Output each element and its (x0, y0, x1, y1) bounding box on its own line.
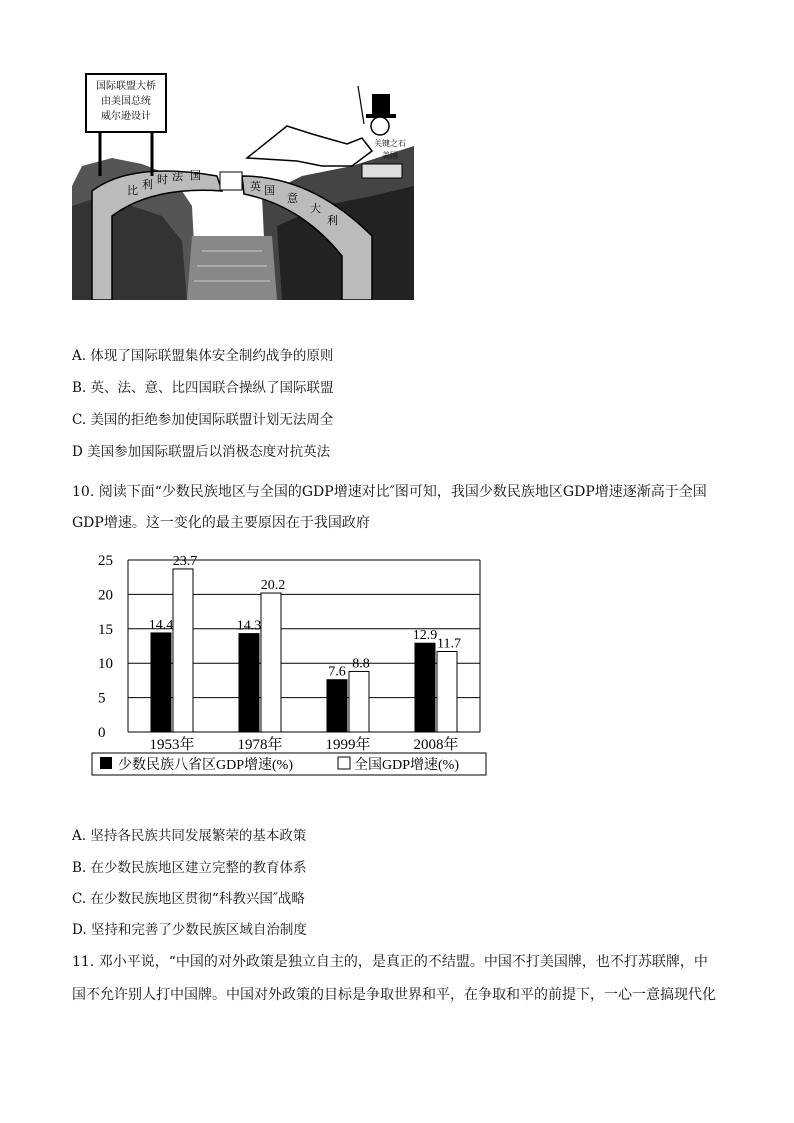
bar-national-3 (437, 652, 457, 732)
bridge-text-l4: 法 (172, 170, 183, 183)
data-label-minority-3: 12.9 (412, 628, 438, 644)
x-tick-label-0: 1953年 (149, 737, 195, 753)
chart-svg (84, 548, 494, 780)
bar-minority-0 (151, 633, 171, 732)
legend-swatch-minority (100, 757, 112, 769)
q9-option-a: A. 体现了国际联盟集体安全制约战争的原则 (72, 348, 334, 364)
legend-label-minority: 少数民族八省区GDP增速(%) (118, 758, 293, 773)
data-label-national-1: 20.2 (260, 578, 286, 594)
bridge-text-r3: 意 (287, 192, 298, 205)
bridge-text-r2: 国 (264, 184, 275, 197)
y-tick-label-5: 5 (98, 690, 106, 707)
q9-option-d: D 美国参加国际联盟后以消极态度对抗英法 (72, 444, 331, 460)
legend-label-national: 全国GDP增速(%) (354, 758, 459, 773)
bridge-text-r5: 利 (327, 214, 338, 227)
q11-stem-line2: 国不允许别人打中国牌。中国对外政策的目标是争取世界和平，在争取和平的前提下，一心一意搞现代化 (72, 987, 716, 1003)
bridge-text-l1: 比 (127, 184, 138, 197)
cartoon-image (72, 66, 414, 300)
q10-stem-line1: 10. 阅读下面“少数民族地区与全国的GDP增速对比″图可知，我国少数民族地区GDP增速逐渐高于全国 (72, 484, 707, 500)
data-label-national-0: 23.7 (172, 553, 198, 569)
data-label-minority-1: 14.3 (236, 618, 262, 634)
bridge-text-r1: 英 (250, 180, 261, 193)
sign-text-3: 威尔逊设计 (101, 111, 151, 122)
x-tick-label-2: 1999年 (325, 737, 371, 753)
bar-national-2 (349, 671, 369, 732)
q10-stem-line2: GDP增速。这一变化的最主要原因在于我国政府 (72, 515, 370, 531)
sign-text-2: 由美国总统 (101, 96, 151, 107)
y-tick-label-15: 15 (98, 621, 113, 638)
legend-swatch-national (338, 757, 350, 769)
data-label-national-3: 11.7 (437, 636, 461, 652)
bar-minority-3 (415, 643, 435, 732)
data-label-minority-0: 14.4 (148, 617, 174, 633)
bridge-text-l2: 利 (142, 178, 153, 191)
y-tick-label-10: 10 (98, 656, 113, 673)
q11-stem-line1: 11. 邓小平说，“中国的对外政策是独立自主的，是真正的不结盟。中国不打美国牌，也不打苏联牌，中 (72, 954, 708, 970)
sign-text-1: 国际联盟大桥 (96, 81, 156, 92)
bar-minority-2 (327, 680, 347, 732)
bridge-text-l3: 时 (157, 173, 168, 186)
bar-minority-1 (239, 634, 259, 732)
q10-option-a: A. 坚持各民族共同发展繁荣的基本政策 (72, 828, 307, 844)
q10-option-d: D. 坚持和完善了少数民族区域自治制度 (72, 922, 307, 938)
x-tick-label-1: 1978年 (237, 737, 283, 753)
y-tick-label-20: 20 (98, 587, 113, 604)
bridge-text-l5: 国 (190, 169, 201, 182)
bar-national-0 (173, 569, 193, 732)
y-tick-label-0: 0 (98, 725, 106, 741)
bridge-text-r4: 大 (310, 202, 321, 215)
data-label-minority-2: 7.6 (328, 664, 346, 680)
y-tick-label-25: 25 (98, 553, 113, 569)
x-tick-label-3: 2008年 (413, 737, 459, 753)
q10-option-c: C. 在少数民族地区贯彻“科教兴国″战略 (72, 891, 305, 907)
cartoon-drawing (72, 66, 414, 300)
gdp-growth-chart (84, 548, 494, 780)
q10-option-b: B. 在少数民族地区建立完整的教育体系 (72, 860, 307, 876)
q9-option-c: C. 美国的拒绝参加使国际联盟计划无法周全 (72, 412, 334, 428)
keystone-label-1: 关键之石 (374, 139, 406, 148)
data-label-national-2: 8.8 (352, 656, 370, 672)
keystone-label-2: 美国 (382, 151, 398, 160)
q9-option-b: B. 英、法、意、比四国联合操纵了国际联盟 (72, 380, 334, 396)
bar-national-1 (261, 593, 281, 732)
